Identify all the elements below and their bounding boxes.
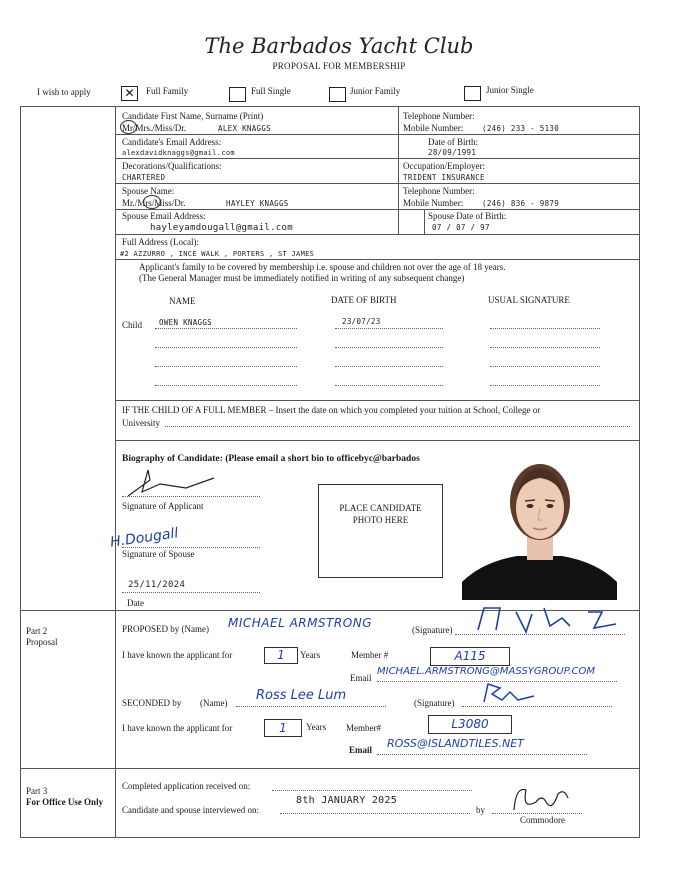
- grid-row-4: [116, 209, 639, 210]
- checkbox-full-family[interactable]: ✕: [121, 86, 138, 101]
- spouse-signature-line: [122, 547, 260, 548]
- seconder-signature-line: [462, 706, 612, 707]
- grid-row-1: [116, 134, 639, 135]
- sig-applicant-label: Signature of Applicant: [122, 501, 204, 511]
- spouse-mobile-field[interactable]: (246) 836 - 9879: [482, 199, 560, 208]
- seconded-label: SECONDED by: [122, 698, 182, 708]
- option-full-family-label: Full Family: [146, 86, 189, 96]
- spouse-signature: H.Dougall: [109, 525, 180, 551]
- applicant-signature-line: [122, 496, 260, 497]
- tuition-text-2: University: [122, 418, 160, 428]
- interviewed-line: [280, 813, 470, 814]
- tuition-line: [165, 426, 630, 427]
- child-row-line: [335, 328, 443, 329]
- child-row-line: [490, 347, 600, 348]
- received-line: [272, 790, 472, 791]
- grid-row-2: [116, 158, 639, 159]
- spouse-dob-label: Spouse Date of Birth:: [428, 211, 507, 221]
- family-note-1: Applicant's family to be covered by membership i.e. spouse and children not over the age of 18 years.: [139, 262, 506, 272]
- member-label-2: Member#: [346, 723, 381, 733]
- telephone-label: Telephone Number:: [403, 111, 475, 121]
- signature-date-field[interactable]: 25/11/2024: [128, 580, 186, 590]
- occupation-label: Occupation/Employer:: [403, 161, 485, 171]
- child-label: Child: [122, 320, 143, 330]
- date-label: Date: [127, 598, 144, 608]
- email-label-2: Email: [349, 745, 373, 755]
- email-label-1: Email: [350, 673, 372, 683]
- col-dob-header: DATE OF BIRTH: [331, 295, 397, 305]
- child-row-line: [155, 366, 297, 367]
- candidate-name-field[interactable]: ALEX KNAGGS: [218, 124, 271, 133]
- spouse-email-field[interactable]: hayleyamdougall@gmail.com: [150, 223, 293, 233]
- frame-left: [20, 106, 21, 838]
- candidate-mobile-field[interactable]: (246) 233 - 5130: [482, 124, 560, 133]
- spouse-mobile-label: Mobile Number:: [403, 198, 464, 208]
- proposer-signature: [470, 602, 630, 636]
- candidate-name-label: Candidate First Name, Surname (Print): [122, 111, 264, 121]
- known-label-1: I have known the applicant for: [122, 650, 233, 660]
- dob-label: Date of Birth:: [428, 137, 478, 147]
- child-row-line: [335, 366, 443, 367]
- spouse-title-prefix: Mr./Mrs/Miss/Dr.: [122, 198, 186, 208]
- tuition-text-1: IF THE CHILD OF A FULL MEMBER – Insert the date on which you completed your tuition at School, College or: [122, 405, 541, 415]
- spouse-email-label: Spouse Email Address:: [122, 211, 206, 221]
- part3-subtitle: For Office Use Only: [26, 797, 104, 807]
- part2-title: Part 2: [26, 626, 48, 636]
- child-row-line: [155, 385, 297, 386]
- option-full-single-label: Full Single: [251, 86, 291, 96]
- candidate-email-field[interactable]: alexdavidknaggs@gmail.com: [122, 149, 235, 157]
- child-dob-field[interactable]: 23/07/23: [342, 317, 381, 326]
- child-row-line: [490, 366, 600, 367]
- known-years-2[interactable]: 1: [264, 719, 302, 737]
- proposer-email-field[interactable]: MICHAEL.ARMSTRONG@MASSYGROUP.COM: [377, 666, 596, 677]
- seconder-email-line: [377, 754, 587, 755]
- child-row-line: [490, 328, 600, 329]
- spouse-title-circle-mark: [143, 195, 161, 209]
- date-line: [122, 592, 260, 593]
- decorations-field[interactable]: CHARTERED: [122, 173, 166, 182]
- child-row-line: [335, 347, 443, 348]
- grid-mid-vertical: [398, 106, 399, 234]
- child-row-line: [155, 347, 297, 348]
- checkbox-full-single[interactable]: [229, 87, 246, 102]
- commodore-label: Commodore: [520, 815, 565, 825]
- grid-row-8: [116, 440, 639, 441]
- address-label: Full Address (Local):: [122, 237, 199, 247]
- interviewed-label: Candidate and spouse interviewed on:: [122, 805, 259, 815]
- grid-row-7: [116, 400, 639, 401]
- photo-placeholder-box: [318, 484, 443, 578]
- child-name-field[interactable]: OWEN KNAGGS: [159, 318, 212, 327]
- member-number-1[interactable]: A115: [430, 647, 510, 666]
- proposed-label: PROPOSED by (Name): [122, 624, 209, 634]
- grid-row-3: [116, 183, 639, 184]
- candidate-email-label: Candidate's Email Address:: [122, 137, 222, 147]
- club-title: The Barbados Yacht Club: [204, 34, 474, 58]
- seconder-signature-label: (Signature): [414, 698, 455, 708]
- apply-label: I wish to apply: [37, 87, 91, 97]
- known-years-1[interactable]: 1: [264, 647, 298, 664]
- child-row-line: [155, 328, 297, 329]
- grid-row-6: [116, 259, 639, 260]
- part3-title: Part 3: [26, 786, 48, 796]
- checkbox-junior-family[interactable]: [329, 87, 346, 102]
- by-label: by: [476, 805, 485, 815]
- grid-row-5: [116, 234, 639, 235]
- frame-top: [20, 106, 640, 107]
- part3-divider: [20, 768, 640, 769]
- biography-label: Biography of Candidate: (Please email a short bio to officebyc@barbados: [122, 454, 420, 464]
- seconded-name-label: (Name): [200, 698, 228, 708]
- candidate-dob-field[interactable]: 28/09/1991: [428, 148, 477, 157]
- frame-column-divider: [115, 106, 116, 838]
- known-label-2: I have known the applicant for: [122, 723, 233, 733]
- option-junior-single-label: Junior Single: [486, 85, 534, 95]
- received-label: Completed application received on:: [122, 781, 251, 791]
- years-label-2: Years: [306, 722, 327, 732]
- candidate-title-prefix: Mr/Mrs./Miss/Dr.: [122, 123, 187, 133]
- frame-bottom: [20, 837, 640, 838]
- proposer-signature-line: [455, 634, 625, 635]
- spouse-name-label: Spouse Name:: [122, 186, 175, 196]
- decorations-label: Decorations/Qualifications:: [122, 161, 222, 171]
- candidate-photo: [462, 452, 617, 600]
- occupation-field[interactable]: TRIDENT INSURANCE: [403, 173, 485, 182]
- seconder-signature: [478, 680, 538, 706]
- commodore-line: [492, 813, 582, 814]
- child-row-line: [335, 385, 443, 386]
- address-field[interactable]: #2 AZZURRO , INCE WALK , PORTERS , ST JAMES: [120, 250, 315, 258]
- member-number-2[interactable]: L3080: [428, 715, 512, 734]
- title-circle-mark: [120, 120, 137, 134]
- interviewed-date-field[interactable]: 8th JANUARY 2025: [296, 795, 398, 806]
- frame-right: [639, 106, 640, 838]
- checkbox-junior-single[interactable]: [464, 86, 481, 101]
- option-junior-family-label: Junior Family: [350, 86, 401, 96]
- seconder-name-line: [236, 706, 386, 707]
- proposer-signature-label: (Signature): [412, 625, 453, 635]
- grid-spouse-dob-vertical: [424, 209, 425, 234]
- col-name-header: NAME: [169, 296, 196, 306]
- spouse-dob-field[interactable]: 07 / 07 / 97: [432, 223, 490, 232]
- member-label-1: Member #: [351, 650, 389, 660]
- family-note-2: (The General Manager must be immediately notified in writing of any subsequent change): [139, 273, 465, 283]
- commodore-signature: [506, 780, 576, 820]
- form-subtitle: PROPOSAL FOR MEMBERSHIP: [272, 61, 406, 71]
- part2-subtitle: Proposal: [26, 637, 58, 647]
- mobile-label: Mobile Number:: [403, 123, 464, 133]
- col-signature-header: USUAL SIGNATURE: [488, 295, 570, 305]
- photo-placeholder-text: PLACE CANDIDATE PHOTO HERE: [339, 503, 422, 525]
- child-row-line: [490, 385, 600, 386]
- years-label-1: Years: [300, 650, 321, 660]
- seconder-name-field[interactable]: Ross Lee Lum: [256, 688, 347, 703]
- proposer-name-field[interactable]: MICHAEL ARMSTRONG: [228, 616, 372, 630]
- seconder-email-field[interactable]: ROSS@ISLANDTILES.NET: [387, 737, 524, 750]
- sig-spouse-label: Signature of Spouse: [122, 549, 195, 559]
- spouse-name-field[interactable]: HAYLEY KNAGGS: [226, 199, 289, 208]
- spouse-telephone-label: Telephone Number:: [403, 186, 475, 196]
